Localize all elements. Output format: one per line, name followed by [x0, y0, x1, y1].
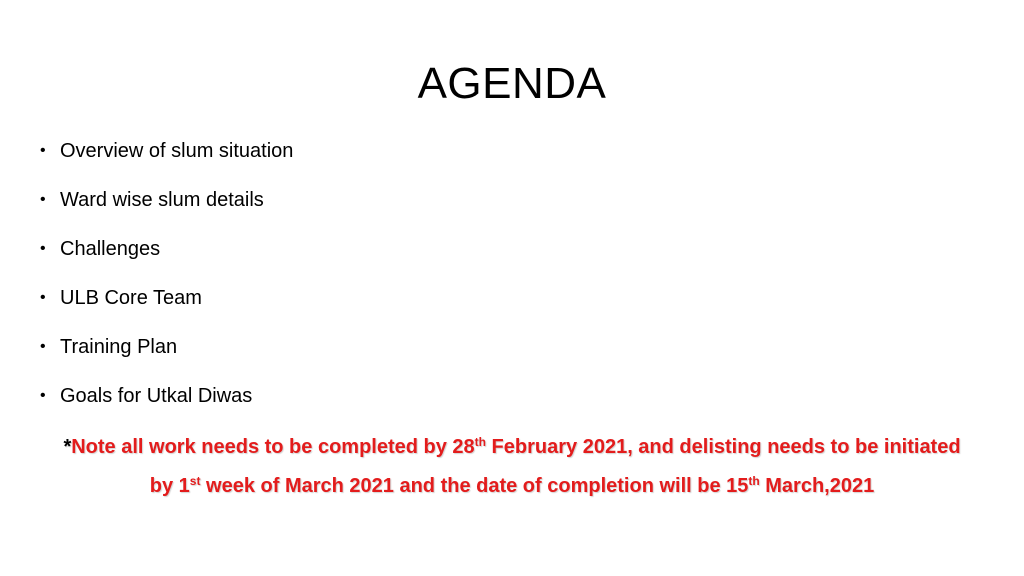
- agenda-item-label: ULB Core Team: [60, 286, 202, 309]
- agenda-item: [40, 185, 293, 215]
- agenda-item: [40, 332, 293, 362]
- bullet-icon: •: [40, 338, 46, 355]
- deadline-note: [0, 428, 1024, 506]
- agenda-item-label: Challenges: [60, 237, 161, 260]
- ordinal-suffix: th: [748, 474, 760, 488]
- note-text: by 1: [149, 475, 190, 497]
- agenda-item: [40, 381, 293, 411]
- bullet-icon: •: [40, 387, 46, 404]
- note-text: February 2021, and delisting needs to be initiated: [486, 436, 961, 458]
- deadline-note-line-2: [0, 467, 1024, 506]
- agenda-item-label: Overview of slum situation: [60, 139, 294, 162]
- agenda-item: [40, 234, 293, 264]
- agenda-item: [40, 283, 293, 313]
- ordinal-suffix: th: [474, 435, 486, 449]
- slide-title: AGENDA: [417, 59, 607, 108]
- agenda-item-label: Training Plan: [60, 335, 178, 358]
- agenda-list: [40, 136, 293, 430]
- note-text: March,2021: [759, 475, 875, 497]
- note-text: Note all work needs to be completed by 28: [71, 436, 475, 458]
- ordinal-suffix: st: [189, 474, 201, 488]
- agenda-item: [40, 136, 293, 166]
- agenda-item-label: Goals for Utkal Diwas: [60, 384, 253, 407]
- deadline-note-line-1: [0, 428, 1024, 467]
- bullet-icon: •: [40, 289, 46, 306]
- agenda-item-label: Ward wise slum details: [60, 188, 264, 211]
- note-text: week of March 2021 and the date of completion will be 15: [200, 475, 749, 497]
- bullet-icon: •: [40, 191, 46, 208]
- note-asterisk: *: [63, 436, 72, 458]
- bullet-icon: •: [40, 142, 46, 159]
- bullet-icon: •: [40, 240, 46, 257]
